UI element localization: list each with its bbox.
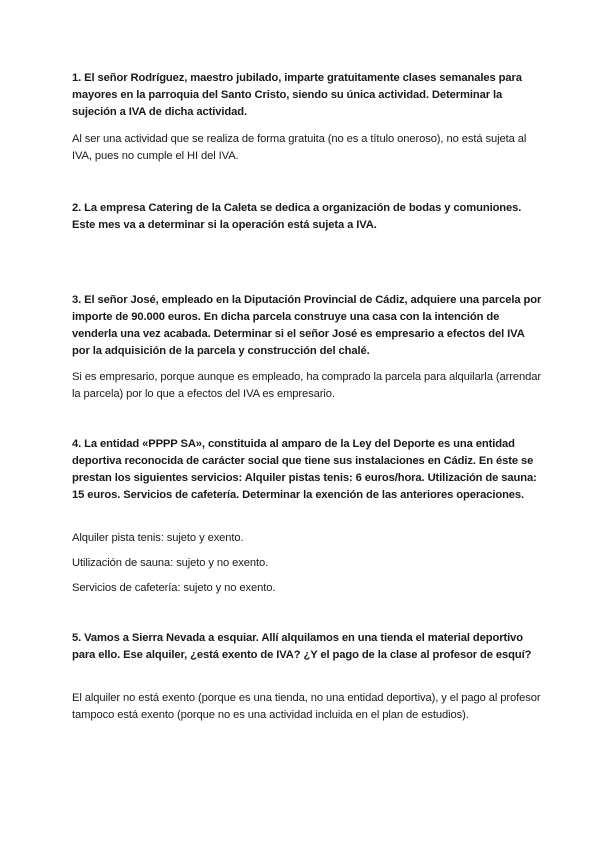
answer-3: Si es empresario, porque aunque es empleado, ha comprado la parcela para alquilarla (arrendar la parcela) por lo que a efectos del IVA es empresario.	[72, 371, 541, 400]
question-5: 5. Vamos a Sierra Nevada a esquiar. Allí alquilamos en una tienda el material deportivo para ello. Ese alquiler, ¿está exento de IVA? ¿Y el pago de la clase al profesor de esquí?	[72, 632, 532, 661]
answer-4-3: Servicios de cafetería: sujeto y no exento.	[72, 582, 276, 594]
question-1: 1. El señor Rodríguez, maestro jubilado, imparte gratuitamente clases semanales para mayores en la parroquia del Santo Cristo, siendo su única actividad. Determinar la sujeción a IVA de dicha actividad.	[72, 72, 522, 118]
answer-4-2: Utilización de sauna: sujeto y no exento.	[72, 557, 269, 569]
question-4: 4. La entidad «PPPP SA», constituida al amparo de la Ley del Deporte es una entidad deportiva reconocida de carácter social que tiene sus instalaciones en Cádiz. En éste se prestan los siguientes servicios: Alquiler pistas tenis: 6 euros/hora. Utilización de sauna: 15 euros. Servicios de cafetería. Determinar la exención de las anteriores operaciones.	[72, 438, 537, 501]
answer-5: El alquiler no está exento (porque es una tienda, no una entidad deportiva), y el pago al profesor tampoco está exento (porque no es una actividad incluida en el plan de estudios).	[72, 692, 541, 721]
question-2: 2. La empresa Catering de la Caleta se dedica a organización de bodas y comuniones. Este mes va a determinar si la operación está sujeta a IVA.	[72, 202, 522, 231]
answer-1: Al ser una actividad que se realiza de forma gratuita (no es a título oneroso), no está sujeta al IVA, pues no cumple el HI del IVA.	[72, 133, 527, 162]
question-3: 3. El señor José, empleado en la Diputación Provincial de Cádiz, adquiere una parcela por importe de 90.000 euros. En dicha parcela construye una casa con la intención de venderla una vez acabada. Determinar si el señor José es empresario a efectos del IVA por la adquisición de la parcela y construcción del chalé.	[72, 294, 542, 357]
answer-4-1: Alquiler pista tenis: sujeto y exento.	[72, 532, 244, 544]
